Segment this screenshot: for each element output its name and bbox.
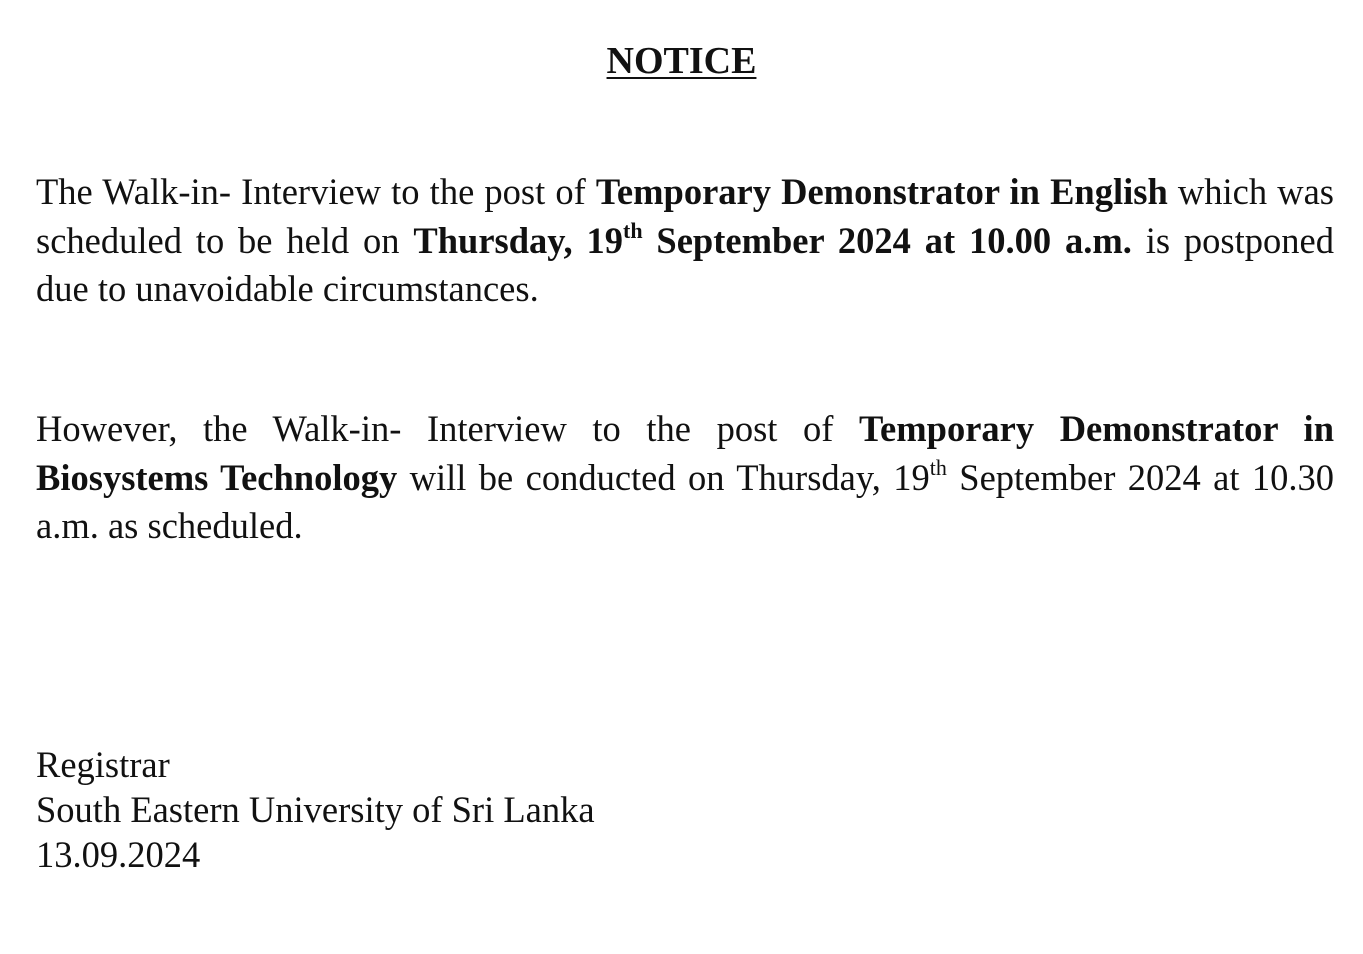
- p1-post-english: Temporary Demonstrator in English: [595, 171, 1168, 212]
- signature-block: [36, 742, 595, 877]
- p2-post-biosystems: Temporary Demonstrator in Biosystems Technology: [36, 408, 1334, 498]
- signature-organization: South Eastern University of Sri Lanka: [36, 789, 595, 830]
- p1-date-day-text: Thursday, 19: [413, 219, 624, 261]
- schedule-paragraph: [36, 405, 1334, 551]
- p2-date-suffix: th: [929, 454, 947, 480]
- p1-text-1: The Walk-in- Interview to the post of: [36, 171, 596, 212]
- p1-text-3: is postponed due to unavoidable circumstances.: [36, 219, 1334, 309]
- p2-text-2: will be conducted on Thursday, 19: [397, 456, 930, 498]
- p1-text-2: which was scheduled to be held on: [36, 171, 1334, 261]
- signature-date: 13.09.2024: [36, 834, 201, 875]
- p2-text-1: However, the Walk-in- Interview to the post of: [36, 408, 860, 449]
- p1-date-suffix: th: [623, 217, 643, 243]
- p1-date-day: [413, 217, 643, 261]
- notice-title-text: NOTICE: [606, 40, 757, 82]
- postponement-paragraph: [36, 168, 1334, 314]
- p2-text-3: September 2024 at 10.30 a.m. as scheduled.: [36, 456, 1334, 546]
- signature-role: Registrar: [36, 744, 170, 785]
- p1-date-time: September 2024 at 10.00 a.m.: [642, 219, 1132, 261]
- notice-title: [0, 38, 1363, 84]
